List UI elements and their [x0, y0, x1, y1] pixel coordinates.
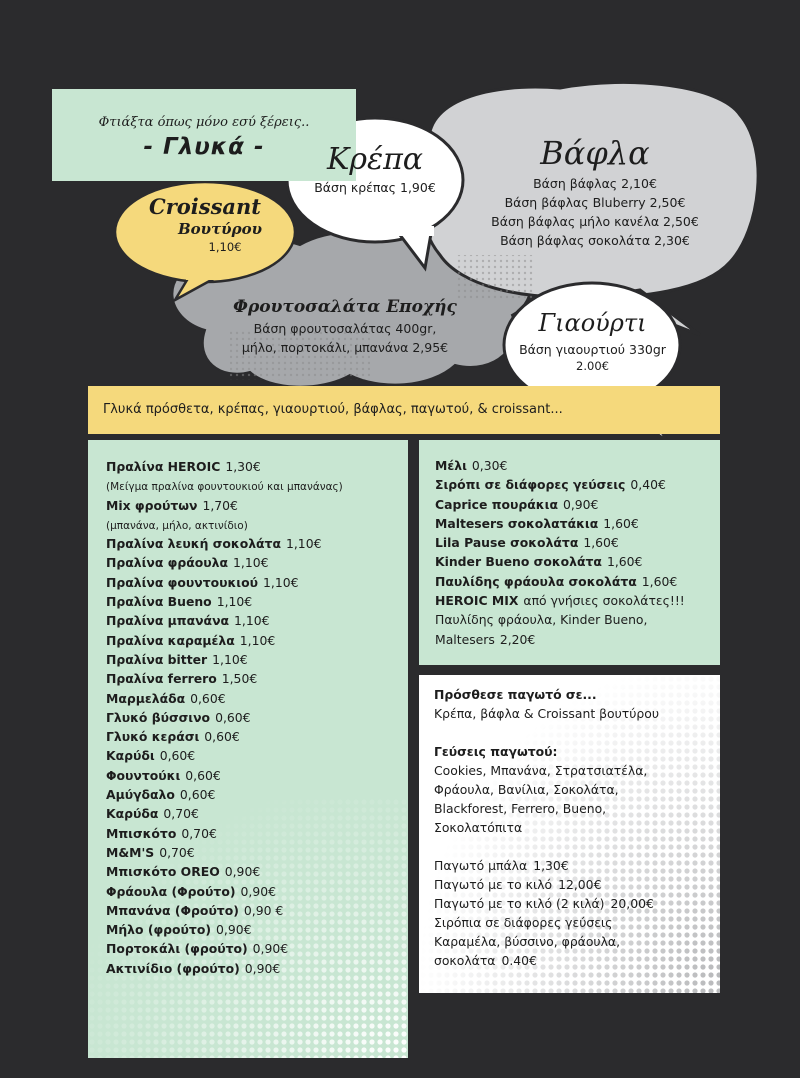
icecream-price-value: 12,00€: [558, 877, 602, 892]
left-topping-item: [106, 959, 408, 978]
item-name: Αμύγδαλο: [106, 787, 175, 803]
left-topping-item: [106, 766, 408, 785]
waffle-title: Βάφλα: [540, 134, 650, 172]
item-price: 1,50€: [221, 671, 258, 687]
item-name: Πραλίνα φουντουκιού: [106, 574, 258, 590]
yogurt-bubble: [510, 305, 675, 375]
item-note: (Μείγμα πραλίνα φουντουκιού και μπανάνας): [106, 481, 343, 494]
item-name: Πραλίνα HEROIC: [106, 459, 221, 474]
left-topping-item: [106, 804, 408, 823]
icecream-content: [434, 685, 720, 970]
icecream-panel: [419, 675, 720, 993]
icecream-price-text: Παγωτό με το κιλό (2 κιλά): [434, 896, 605, 911]
icecream-price-line: [434, 875, 720, 894]
left-topping-item: [106, 708, 408, 727]
left-topping-item: [106, 650, 408, 669]
item-name: Μπισκότο: [106, 825, 177, 841]
yogurt-line: Βάση γιαουρτιού 330gr: [519, 342, 666, 357]
right-topping-item: [435, 572, 720, 591]
left-topping-item: [106, 939, 408, 958]
item-name: Πορτοκάλι (φρούτο): [106, 941, 248, 957]
left-topping-item: [106, 727, 408, 746]
icecream-price-value: 0.40€: [501, 953, 537, 968]
left-topping-item: [106, 476, 408, 495]
left-topping-item: [106, 573, 408, 592]
item-price: 1,60€: [606, 554, 643, 570]
item-name: Καρύδι: [106, 748, 155, 764]
item-name: Πραλίνα καραμέλα: [106, 632, 235, 648]
icecream-flavor-line: Cookies, Μπανάνα, Στρατσιατέλα,: [434, 763, 648, 778]
left-topping-item: [106, 631, 408, 650]
item-price: 1,10€: [212, 651, 248, 667]
fruitsalad-bubble: [215, 295, 475, 357]
icecream-add-title: Πρόσθεσε παγωτό σε...: [434, 687, 597, 702]
item-note: (μπανάνα, μήλο, ακτινίδιο): [106, 519, 248, 532]
icecream-flavor-line: Blackforest, Ferrero, Bueno,: [434, 801, 607, 816]
left-topping-item: [106, 515, 408, 534]
item-suffix: από γνήσιες σοκολάτες!!!: [523, 593, 685, 609]
yogurt-price: 2.00€: [576, 359, 609, 373]
item-name: Μέλι: [435, 458, 467, 473]
item-price: 1,10€: [233, 555, 269, 571]
item-name: M&M'S: [106, 844, 155, 860]
item-price: 0,30€: [471, 458, 508, 473]
item-price: 1,30€: [225, 459, 261, 474]
item-price: 1,70€: [202, 497, 238, 513]
waffle-line: Βάση βάφλας σοκολάτα 2,30€: [500, 233, 690, 248]
icecream-price-line: [434, 932, 720, 951]
item-price: 2,20€: [499, 631, 536, 647]
left-topping-item: [106, 689, 408, 708]
item-price: 1,60€: [641, 573, 678, 589]
item-name: Παυλίδης φράουλα σοκολάτα: [435, 573, 637, 589]
right-topping-item: [435, 610, 720, 629]
icecream-price-line: [434, 856, 720, 875]
item-name: Πραλίνα Bueno: [106, 594, 212, 610]
item-name: Σιρόπι σε διάφορες γεύσεις: [435, 477, 626, 493]
croissant-subtitle: Βουτύρου: [178, 220, 262, 238]
item-name: Ακτινίδιο (φρούτο): [106, 960, 240, 976]
item-name: Μήλο (φρούτο): [106, 922, 212, 938]
item-price: 0,90€: [216, 922, 252, 938]
item-name: Πραλίνα λευκή σοκολάτα: [106, 536, 281, 552]
icecream-price-text: Παγωτό με το κιλό: [434, 877, 553, 892]
item-name: Γλυκό βύσσινο: [106, 709, 211, 725]
item-price: 0,60€: [159, 748, 196, 764]
intro-tagline: Φτιάξτα όπως μόνο εσύ ξέρεις..: [98, 115, 310, 130]
right-topping-item: [435, 475, 720, 494]
item-name: Γλυκό κεράσι: [106, 729, 200, 745]
crepe-title: Κρέπα: [326, 142, 424, 177]
item-price: 0,60€: [185, 767, 221, 783]
item-price: 1,60€: [603, 515, 639, 531]
left-topping-item: [106, 785, 408, 804]
item-name: Μαρμελάδα: [106, 690, 186, 706]
item-name: Μπανάνα (Φρούτο): [106, 902, 239, 918]
item-price: 1,60€: [583, 535, 619, 551]
item-name: Φουντούκι: [106, 767, 181, 783]
left-topping-item: [106, 882, 408, 901]
right-topping-item: [435, 591, 720, 610]
item-price: 1,10€: [239, 632, 276, 648]
fruitsalad-line: Βάση φρουτοσαλάτας 400gr,: [253, 321, 437, 336]
croissant-price: 1,10€: [208, 240, 242, 254]
left-toppings-list: [106, 457, 408, 978]
crepe-bubble: [300, 142, 450, 197]
item-price: 0,90€: [240, 883, 276, 899]
right-topping-item: [435, 552, 720, 571]
icecream-price-value: 20,00€: [610, 896, 654, 911]
icecream-flavor-line: Φράουλα, Βανίλια, Σοκολάτα,: [434, 782, 619, 797]
item-name: Μπισκότο OREO: [106, 864, 220, 880]
left-topping-item: [106, 457, 408, 476]
fruitsalad-line: μήλο, πορτοκάλι, μπανάνα 2,95€: [241, 340, 449, 355]
item-price: 0,90€: [562, 496, 599, 512]
left-topping-item: [106, 843, 408, 862]
item-text: Maltesers: [435, 631, 495, 647]
item-price: 0,60€: [179, 787, 216, 803]
item-name: Πραλίνα ferrero: [106, 671, 217, 687]
item-price: 1,10€: [234, 613, 270, 629]
right-topping-item: [435, 514, 720, 533]
icecream-price-text: Καραμέλα, βύσσινο, φράουλα,: [434, 934, 621, 949]
yogurt-title: Γιαούρτι: [538, 309, 647, 337]
waffle-line: Βάση βάφλας μήλο κανέλα 2,50€: [491, 214, 699, 229]
icecream-price-value: 1,30€: [533, 858, 569, 873]
item-name: Πραλίνα μπανάνα: [106, 613, 230, 629]
waffle-line: Βάση βάφλας 2,10€: [533, 176, 657, 191]
item-price: 0,40€: [630, 477, 666, 493]
left-toppings-panel: [88, 440, 408, 1058]
item-name: Καρύδα: [106, 806, 159, 822]
item-name: Lila Pause σοκολάτα: [435, 535, 579, 551]
right-topping-item: [435, 630, 720, 649]
item-price: 0,60€: [215, 709, 251, 725]
item-price: 0,70€: [181, 825, 217, 841]
icecream-price-text: Παγωτό μπάλα: [434, 858, 528, 873]
icecream-add-text: Κρέπα, βάφλα & Croissant βουτύρου: [434, 706, 660, 721]
item-text: Παυλίδης φράουλα, Kinder Bueno,: [435, 612, 648, 628]
icecream-price-text: Σιρόπια σε διάφορες γεύσεις: [434, 915, 613, 930]
left-topping-item: [106, 611, 408, 630]
left-topping-item: [106, 553, 408, 572]
icecream-price-line: [434, 913, 720, 932]
item-price: 0,90 €: [243, 902, 284, 918]
item-price: 0,90€: [252, 941, 289, 957]
item-name: Kinder Bueno σοκολάτα: [435, 554, 602, 570]
icecream-price-text: σοκολάτα: [434, 953, 496, 968]
item-name: Caprice πουράκια: [435, 496, 558, 512]
croissant-bubble: [135, 195, 275, 255]
item-name: Mix φρούτων: [106, 497, 198, 513]
left-topping-item: [106, 824, 408, 843]
right-topping-item: [435, 495, 720, 514]
left-topping-item: [106, 920, 408, 939]
item-price: 0,90€: [224, 864, 261, 880]
left-topping-item: [106, 901, 408, 920]
item-name: Πραλίνα φράουλα: [106, 555, 228, 571]
item-name: Πραλίνα bitter: [106, 651, 208, 667]
intro-title: - Γλυκά -: [143, 134, 265, 160]
right-toppings-panel: [419, 440, 720, 665]
item-name: Maltesers σοκολατάκια: [435, 515, 599, 531]
left-topping-item: [106, 669, 408, 688]
croissant-title: Croissant: [149, 194, 261, 219]
item-price: 0,90€: [244, 960, 281, 976]
item-price: 1,10€: [216, 594, 253, 610]
toppings-header: Γλυκά πρόσθετα, κρέπας, γιαουρτιού, βάφλας, παγωτού, & croissant...: [88, 386, 720, 434]
item-price: 0,70€: [159, 844, 195, 860]
icecream-flavors-title: Γεύσεις παγωτού:: [434, 744, 558, 759]
fruitsalad-title: Φρουτοσαλάτα Εποχής: [233, 297, 457, 317]
right-toppings-list: [435, 456, 720, 649]
icecream-flavor-line: Σοκολατόπιτα: [434, 820, 523, 835]
waffle-bubble: [460, 132, 730, 250]
item-price: 1,10€: [263, 574, 299, 590]
crepe-line: Βάση κρέπας 1,90€: [314, 180, 436, 195]
item-name: Φράουλα (Φρούτο): [106, 883, 236, 899]
right-topping-item: [435, 533, 720, 552]
item-price: 1,10€: [285, 536, 322, 552]
icecream-prices: [434, 856, 720, 970]
left-topping-item: [106, 592, 408, 611]
item-price: 0,70€: [163, 806, 199, 822]
item-price: 0,60€: [204, 729, 240, 745]
right-topping-item: [435, 456, 720, 475]
left-topping-item: [106, 746, 408, 765]
left-topping-item: [106, 496, 408, 515]
item-price: 0,60€: [190, 690, 226, 706]
waffle-line: Βάση βάφλας Bluberry 2,50€: [504, 195, 686, 210]
icecream-price-line: [434, 951, 720, 970]
icecream-price-line: [434, 894, 720, 913]
left-topping-item: [106, 862, 408, 881]
left-topping-item: [106, 534, 408, 553]
item-name: HEROIC MIX: [435, 593, 519, 609]
